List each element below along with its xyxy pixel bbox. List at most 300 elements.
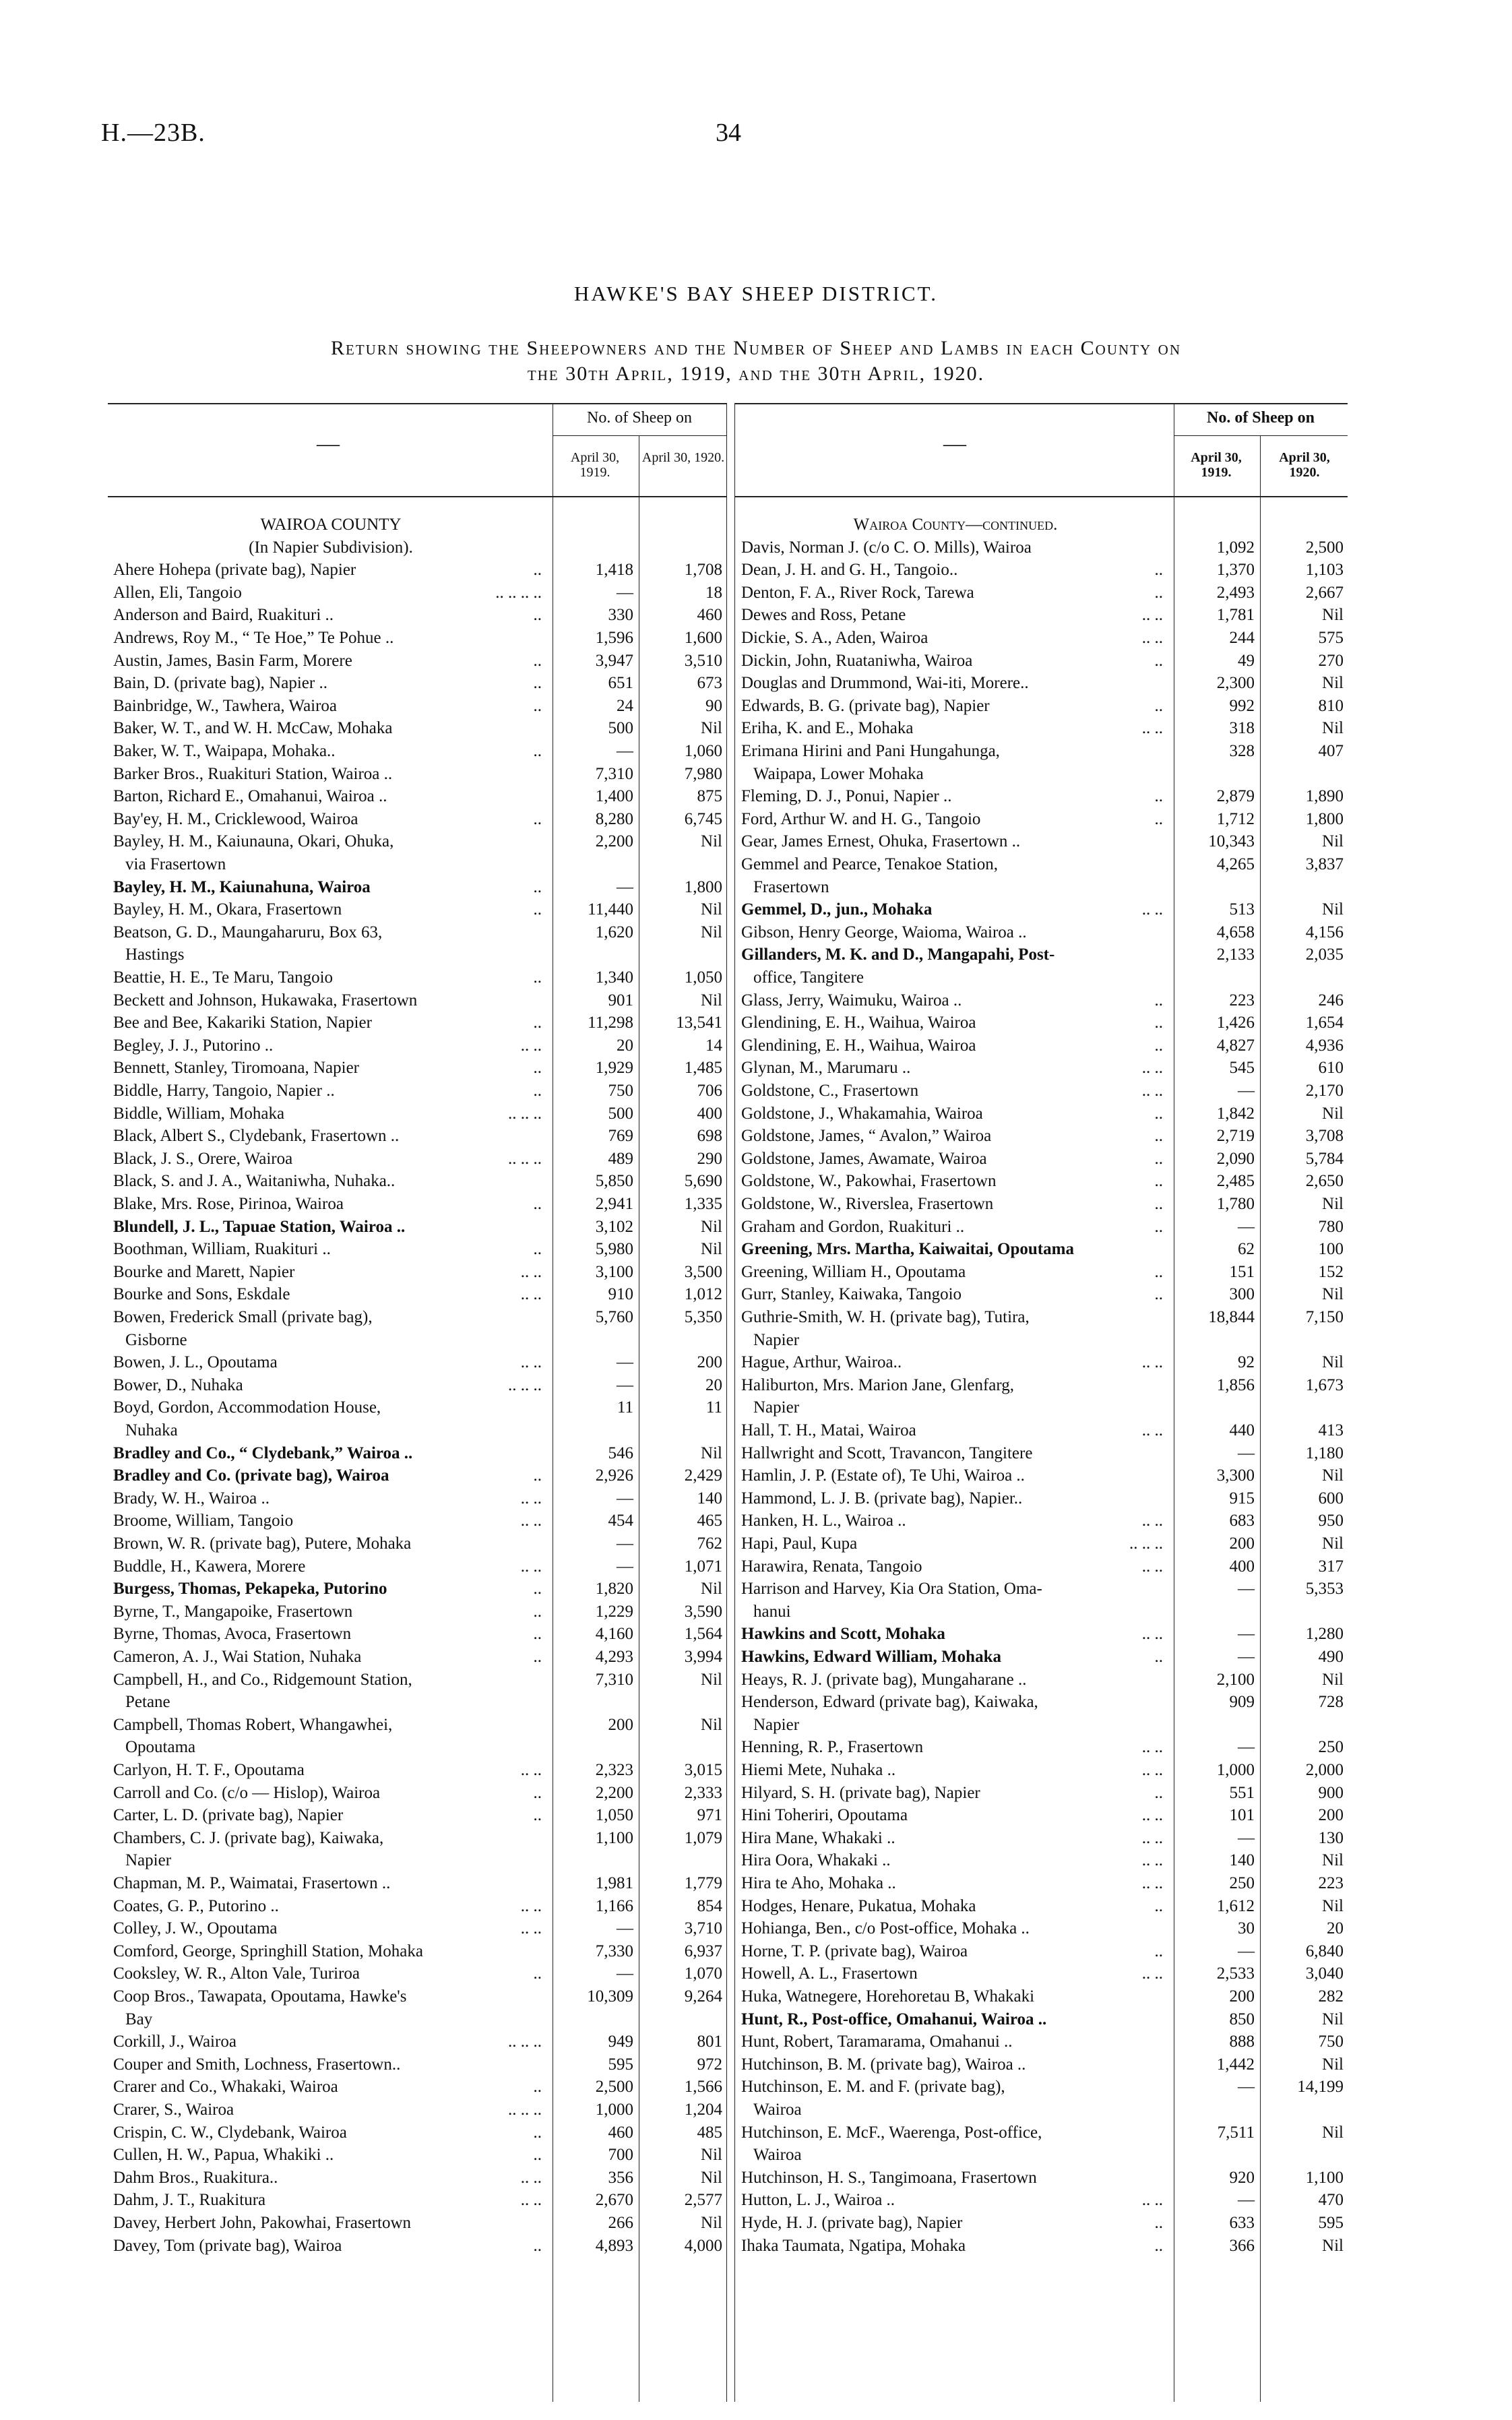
right-table-top-rule — [734, 403, 1348, 404]
sheep-count-1920: 3,015 — [684, 1761, 722, 1779]
right-group-header: No. of Sheep on — [1206, 409, 1315, 427]
owner-name: Hyde, H. J. (private bag), Napier — [741, 2214, 963, 2232]
sheep-count-1920: Nil — [1322, 1534, 1344, 1553]
sheep-count-1920: 13,541 — [676, 1014, 722, 1032]
owner-name: Hapi, Paul, Kupa — [741, 1534, 858, 1553]
sheep-count-1920: Nil — [701, 2168, 722, 2187]
sheep-count-1920: 706 — [697, 1082, 722, 1100]
owner-name: Dickin, John, Ruataniwha, Wairoa — [741, 651, 973, 670]
left-table-row — [113, 1851, 726, 1871]
sheep-count-1920: 801 — [697, 2033, 722, 2051]
leader-dots: .. — [1154, 1896, 1163, 1915]
left-table-row — [113, 2032, 726, 2052]
leader-dots: .. .. — [520, 1896, 542, 1915]
leader-dots: .. .. — [1141, 1874, 1163, 1892]
sheep-count-1919: 551 — [1229, 1783, 1255, 1802]
sheep-count-1919: 7,330 — [595, 1942, 633, 1960]
sheep-count-1919: 30 — [1238, 1919, 1255, 1938]
sheep-count-1920: 485 — [697, 2123, 722, 2142]
leader-dots: .. — [1154, 787, 1163, 806]
leader-dots: .. .. .. — [1129, 1534, 1163, 1553]
right-table-row — [741, 1171, 1348, 1191]
owner-name: Anderson and Baird, Ruakituri .. — [113, 606, 334, 625]
sheep-count-1919: 850 — [1229, 2010, 1255, 2028]
sheep-count-1920: 250 — [1318, 1738, 1344, 1757]
sheep-count-1919: 546 — [608, 1444, 633, 1462]
sheep-count-1919: 24 — [617, 696, 633, 715]
leader-dots: .. — [1154, 561, 1163, 580]
sheep-count-1919: 11,440 — [588, 900, 633, 919]
left-table-row — [113, 1307, 726, 1328]
left-table-row — [113, 1987, 726, 2007]
left-table-row — [113, 1036, 726, 1056]
owner-name: Wairoa County—continued. — [853, 516, 1058, 534]
sheep-count-1920: 20 — [1327, 1919, 1344, 1938]
left-table-row — [113, 809, 726, 830]
sheep-count-1920: 5,784 — [1305, 1149, 1344, 1168]
right-table-row — [741, 968, 1348, 988]
right-table-row — [741, 1149, 1348, 1169]
sheep-count-1919: 769 — [608, 1127, 633, 1146]
leader-dots: .. — [533, 742, 542, 760]
right-table-row — [741, 1307, 1348, 1328]
left-table-row — [113, 1126, 726, 1146]
sheep-count-1919: 2,670 — [595, 2191, 633, 2210]
sheep-count-1919: — — [1238, 1738, 1255, 1757]
owner-name: Cullen, H. W., Papua, Whakiki .. — [113, 2146, 334, 2165]
owner-name: Gemmel, D., jun., Mohaka — [741, 900, 933, 919]
sheep-count-1920: 1,180 — [1305, 1444, 1344, 1462]
sheep-count-1919: — — [617, 1557, 633, 1576]
right-table-row — [741, 2010, 1348, 2030]
leader-dots: .. — [533, 1195, 542, 1213]
left-table-row — [113, 1284, 726, 1305]
right-table-row — [741, 2077, 1348, 2097]
owner-name: Hague, Arthur, Wairoa.. — [741, 1353, 902, 1372]
sheep-count-1919: 2,200 — [595, 832, 633, 851]
leader-dots: .. .. — [1141, 1059, 1163, 1078]
owner-name: Davey, Herbert John, Pakowhai, Frasertown — [113, 2214, 412, 2232]
sheep-count-1920: Nil — [701, 1240, 722, 1259]
sheep-count-1920: Nil — [701, 2146, 722, 2165]
sheep-count-1919: 10,343 — [1208, 832, 1255, 851]
sheep-count-1920: 2,170 — [1305, 1082, 1344, 1100]
sheep-count-1919: 92 — [1238, 1353, 1255, 1372]
leader-dots: .. — [1154, 1172, 1163, 1191]
leader-dots: .. — [1154, 1262, 1163, 1281]
owner-name: Hamlin, J. P. (Estate of), Te Uhi, Wairoa .. — [741, 1466, 1025, 1485]
sheep-count-1919: — — [1238, 1444, 1255, 1462]
owner-name: Andrews, Roy M., “ Te Hoe,” Te Pohue .. — [113, 629, 394, 647]
owner-name: Dickie, S. A., Aden, Wairoa — [741, 629, 928, 647]
sheep-count-1920: 6,840 — [1305, 1942, 1344, 1960]
owner-name: Chapman, M. P., Waimatai, Frasertown .. — [113, 1874, 391, 1892]
right-table-row — [741, 900, 1348, 920]
owner-name: Hilyard, S. H. (private bag), Napier — [741, 1783, 980, 1802]
sheep-count-1920: 7,150 — [1305, 1308, 1344, 1326]
sheep-count-1920: 875 — [697, 787, 722, 806]
left-table-row — [113, 1013, 726, 1033]
sheep-count-1920: 762 — [697, 1534, 722, 1553]
sheep-count-1920: 3,708 — [1305, 1127, 1344, 1146]
leader-dots: .. — [1154, 583, 1163, 602]
sheep-count-1919: 1,781 — [1216, 606, 1255, 625]
right-table-row — [741, 515, 1348, 535]
sheep-count-1920: 1,485 — [684, 1059, 722, 1078]
sheep-count-1920: 407 — [1318, 742, 1344, 760]
owner-name: Gurr, Stanley, Kaiwaka, Tangoio — [741, 1285, 962, 1304]
leader-dots: .. .. — [520, 2168, 542, 2187]
sheep-count-1920: 7,980 — [684, 764, 722, 783]
left-group-header: No. of Sheep on — [587, 409, 692, 427]
sheep-count-1920: 200 — [1318, 1806, 1344, 1825]
sheep-count-1919: 500 — [608, 1104, 633, 1123]
sheep-count-1919: — — [1238, 1648, 1255, 1666]
owner-name: Byrne, Thomas, Avoca, Frasertown — [113, 1625, 352, 1644]
owner-name: Hall, T. H., Matai, Wairoa — [741, 1421, 916, 1439]
sheep-count-1920: Nil — [701, 1715, 722, 1734]
leader-dots: .. — [533, 1783, 542, 1802]
owner-name: Crarer and Co., Whakaki, Wairoa — [113, 2078, 338, 2097]
leader-dots: .. — [533, 1625, 542, 1644]
right-table-row — [741, 2168, 1348, 2188]
owner-name: Dahm Bros., Ruakitura.. — [113, 2168, 278, 2187]
sheep-count-1920: Nil — [1322, 1466, 1344, 1485]
sheep-count-1919: 7,511 — [1217, 2123, 1255, 2142]
owner-name: Glynan, M., Marumaru .. — [741, 1059, 911, 1078]
owner-name: Goldstone, W., Pakowhai, Frasertown — [741, 1172, 997, 1191]
sheep-count-1919: 266 — [608, 2214, 633, 2232]
sheep-count-1919: 62 — [1238, 1240, 1255, 1259]
owner-name: Ahere Hohepa (private bag), Napier — [113, 561, 356, 580]
right-table-row — [741, 2032, 1348, 2052]
left-table-row — [113, 628, 726, 648]
owner-name: Beatson, G. D., Maungaharuru, Box 63, — [113, 923, 383, 941]
leader-dots: .. — [533, 674, 542, 693]
owner-name: Barker Bros., Ruakituri Station, Wairoa .. — [113, 764, 393, 783]
left-year1-header: April 30, 1919. — [570, 450, 620, 480]
sheep-count-1919: 101 — [1229, 1806, 1255, 1825]
sheep-count-1920: Nil — [1322, 2055, 1344, 2074]
owner-name: Hira Oora, Whakaki .. — [741, 1851, 891, 1870]
sheep-count-1920: 750 — [1318, 2033, 1344, 2051]
sheep-count-1920: 317 — [1318, 1557, 1344, 1576]
right-table-row — [741, 1421, 1348, 1441]
sheep-count-1919: 4,658 — [1216, 923, 1255, 941]
leader-dots: .. .. — [1141, 1353, 1163, 1372]
sheep-count-1919: 2,941 — [595, 1195, 633, 1213]
right-table-row — [741, 2123, 1348, 2143]
left-table-row — [113, 1692, 726, 1712]
right-table-row — [741, 1534, 1348, 1554]
leader-dots: .. .. — [1141, 1738, 1163, 1757]
leader-dots: .. — [533, 877, 542, 896]
owner-name: Davis, Norman J. (c/o C. O. Mills), Wairoa — [741, 538, 1032, 557]
owner-name: Coop Bros., Tawapata, Opoutama, Hawke's — [113, 1987, 407, 2006]
right-table-row — [741, 1058, 1348, 1078]
leader-dots: .. — [1154, 1036, 1163, 1055]
left-table-row — [113, 1511, 726, 1531]
sheep-count-1919: 1,612 — [1216, 1896, 1255, 1915]
left-table-row — [113, 515, 726, 535]
owner-name: Baker, W. T., and W. H. McCaw, Mohaka — [113, 719, 393, 738]
leader-dots: .. .. — [520, 1489, 542, 1508]
sheep-count-1920: 1,050 — [684, 968, 722, 987]
owner-name: Campbell, Thomas Robert, Whangawhei, — [113, 1715, 393, 1734]
owner-name: Bowen, Frederick Small (private bag), — [113, 1308, 373, 1326]
sheep-count-1919: 1,780 — [1216, 1195, 1255, 1213]
left-table-row — [113, 1194, 726, 1214]
leader-dots: .. .. — [520, 2191, 542, 2210]
sheep-count-1920: 1,654 — [1305, 1014, 1344, 1032]
leader-dots: .. — [1154, 2236, 1163, 2255]
owner-name: Hutchinson, E. M. and F. (private bag), — [741, 2078, 1005, 2097]
owner-name: Campbell, H., and Co., Ridgemount Station, — [113, 1670, 412, 1689]
sheep-count-1919: — — [617, 1353, 633, 1372]
sheep-count-1919: — — [1238, 2078, 1255, 2097]
sheep-count-1920: 1,070 — [684, 1964, 722, 1983]
sheep-count-1919: — — [617, 1489, 633, 1508]
left-table-row — [113, 900, 726, 920]
left-table-row — [113, 651, 726, 671]
leader-dots: .. — [1154, 1149, 1163, 1168]
left-name-header: — — [317, 431, 340, 456]
right-table-row — [741, 1557, 1348, 1577]
right-table-row — [741, 1783, 1348, 1803]
sheep-count-1919: 18,844 — [1208, 1308, 1255, 1326]
owner-name: Carlyon, H. T. F., Opoutama — [113, 1761, 305, 1779]
right-table-row — [741, 560, 1348, 580]
right-table-row — [741, 786, 1348, 807]
owner-name: Goldstone, James, Awamate, Wairoa — [741, 1149, 987, 1168]
left-table-row — [113, 2190, 726, 2210]
left-table-row — [113, 1602, 726, 1622]
right-table-row — [741, 1284, 1348, 1305]
right-table-row — [741, 809, 1348, 830]
sheep-count-1920: 854 — [697, 1896, 722, 1915]
left-table-row — [113, 1964, 726, 1984]
left-table-row — [113, 1466, 726, 1486]
sheep-count-1919: 300 — [1229, 1285, 1255, 1304]
owner-name: Bay — [125, 2010, 153, 2028]
sheep-count-1920: 1,204 — [684, 2101, 722, 2119]
sheep-count-1920: Nil — [701, 923, 722, 941]
leader-dots: .. — [533, 1806, 542, 1825]
sheep-count-1920: Nil — [1322, 1670, 1344, 1689]
sheep-count-1919: 1,842 — [1216, 1104, 1255, 1123]
sheep-count-1920: 100 — [1318, 1240, 1344, 1259]
page-title: HAWKE'S BAY SHEEP DISTRICT. — [574, 282, 938, 305]
left-table-row — [113, 1805, 726, 1826]
owner-name: Wairoa — [753, 2101, 802, 2119]
sheep-count-1919: 4,160 — [595, 1625, 633, 1644]
owner-name: Bain, D. (private bag), Napier .. — [113, 674, 327, 693]
owner-name: Opoutama — [125, 1738, 196, 1757]
sheep-count-1919: 1,166 — [595, 1896, 633, 1915]
owner-name: Denton, F. A., River Rock, Tarewa — [741, 583, 974, 602]
owner-name: Bay'ey, H. M., Cricklewood, Wairoa — [113, 809, 358, 828]
leader-dots: .. — [1154, 1285, 1163, 1304]
sheep-count-1919: 750 — [608, 1082, 633, 1100]
leader-dots: .. .. .. — [508, 2101, 542, 2119]
owner-name: Hutchinson, E. McF., Waerenga, Post-office, — [741, 2123, 1042, 2142]
sheep-count-1920: 3,500 — [684, 1262, 722, 1281]
sheep-count-1919: 1,981 — [595, 1874, 633, 1892]
sheep-count-1919: 11,298 — [588, 1014, 633, 1032]
sheep-count-1919: — — [617, 1534, 633, 1553]
right-group-rule — [1174, 435, 1348, 436]
leader-dots: .. .. — [1141, 2191, 1163, 2210]
right-table-row — [741, 605, 1348, 625]
leader-dots: .. — [1154, 1217, 1163, 1236]
left-table-row — [113, 1217, 726, 1237]
owner-name: Baker, W. T., Waipapa, Mohaka.. — [113, 742, 336, 760]
owner-name: Bayley, H. M., Okara, Frasertown — [113, 900, 342, 919]
sheep-count-1920: 2,035 — [1305, 945, 1344, 964]
sheep-count-1919: — — [617, 877, 633, 896]
page-number: 34 — [716, 119, 741, 147]
sheep-count-1920: 3,837 — [1305, 855, 1344, 873]
leader-dots: .. .. — [1141, 606, 1163, 625]
sheep-count-1919: 545 — [1229, 1059, 1255, 1078]
sheep-count-1919: 140 — [1229, 1851, 1255, 1870]
sheep-count-1920: 9,264 — [684, 1987, 722, 2006]
sheep-count-1919: 1,620 — [595, 923, 633, 941]
left-table-row — [113, 1942, 726, 1962]
sheep-count-1920: 1,708 — [684, 561, 722, 580]
sheep-count-1919: — — [617, 742, 633, 760]
left-table-row — [113, 1375, 726, 1396]
sheep-count-1919: 440 — [1229, 1421, 1255, 1439]
sheep-count-1919: 244 — [1229, 629, 1255, 647]
sheep-count-1920: 3,510 — [684, 651, 722, 670]
owner-name: Bennett, Stanley, Tiromoana, Napier — [113, 1059, 359, 1078]
left-table-row — [113, 1670, 726, 1690]
sheep-count-1920: Nil — [1322, 2010, 1344, 2028]
owner-name: Beattie, H. E., Te Maru, Tangoio — [113, 968, 334, 987]
left-table-row — [113, 583, 726, 603]
leader-dots: .. .. — [1141, 1557, 1163, 1576]
leader-dots: .. — [1154, 1014, 1163, 1032]
sheep-count-1920: 11 — [705, 1398, 722, 1417]
sheep-count-1920: 1,564 — [684, 1625, 722, 1644]
right-table-row — [741, 1511, 1348, 1531]
owner-name: Bee and Bee, Kakariki Station, Napier — [113, 1014, 372, 1032]
leader-dots: .. — [533, 1059, 542, 1078]
sheep-count-1919: 1,596 — [595, 629, 633, 647]
leader-dots: .. .. — [1141, 1512, 1163, 1530]
owner-name: Edwards, B. G. (private bag), Napier — [741, 696, 990, 715]
sheep-count-1920: 140 — [697, 1489, 722, 1508]
leader-dots: .. — [533, 1466, 542, 1485]
sheep-count-1920: 200 — [697, 1353, 722, 1372]
owner-name: Bradley and Co., “ Clydebank,” Wairoa .. — [113, 1444, 413, 1462]
sheep-count-1919: 915 — [1229, 1489, 1255, 1508]
sheep-count-1919: — — [1238, 1580, 1255, 1599]
sheep-count-1919: 3,947 — [595, 651, 633, 670]
sheep-count-1920: Nil — [1322, 832, 1344, 851]
left-table-row — [113, 2010, 726, 2030]
sheep-count-1919: 1,340 — [595, 968, 633, 987]
leader-dots: .. — [1154, 2214, 1163, 2232]
sheep-count-1919: 910 — [608, 1285, 633, 1304]
owner-name: Black, Albert S., Clydebank, Frasertown .. — [113, 1127, 400, 1146]
right-table-row — [741, 1262, 1348, 1282]
right-table-row — [741, 1942, 1348, 1962]
owner-name: Ford, Arthur W. and H. G., Tangoio — [741, 809, 981, 828]
owner-name: Hawkins and Scott, Mohaka — [741, 1625, 945, 1644]
owner-name: Erimana Hirini and Pani Hungahunga, — [741, 742, 1000, 760]
owner-name: Bayley, H. M., Kaiunauna, Okari, Ohuka, — [113, 832, 394, 851]
sheep-count-1919: 500 — [608, 719, 633, 738]
right-table-row — [741, 1444, 1348, 1464]
sheep-count-1919: 2,133 — [1216, 945, 1255, 964]
owner-name: Napier — [753, 1398, 800, 1417]
sheep-count-1919: 11 — [617, 1398, 633, 1417]
sheep-count-1919: — — [1238, 2191, 1255, 2210]
right-table-row — [741, 1217, 1348, 1237]
right-table-header-rule — [734, 496, 1348, 497]
sheep-count-1919: 1,370 — [1216, 561, 1255, 580]
owner-name: Dean, J. H. and G. H., Tangoio.. — [741, 561, 958, 580]
sheep-count-1919: 20 — [617, 1036, 633, 1055]
sheep-count-1919: 2,200 — [595, 1783, 633, 1802]
right-table-row — [741, 1873, 1348, 1894]
sheep-count-1920: Nil — [701, 1217, 722, 1236]
left-table-row — [113, 1489, 726, 1509]
sheep-count-1919: 1,426 — [1216, 1014, 1255, 1032]
sheep-count-1919: 49 — [1238, 651, 1255, 670]
leader-dots: .. .. — [1141, 1082, 1163, 1100]
left-table-row — [113, 968, 726, 988]
sheep-count-1919: — — [1238, 1828, 1255, 1847]
left-table-row — [113, 605, 726, 625]
owner-name: Greening, Mrs. Martha, Kaiwaitai, Opoutama — [741, 1240, 1074, 1259]
left-table-row — [113, 2123, 726, 2143]
right-table-row — [741, 1194, 1348, 1214]
sheep-count-1920: 460 — [697, 606, 722, 625]
sheep-count-1919: 3,300 — [1216, 1466, 1255, 1485]
owner-name: Bourke and Sons, Eskdale — [113, 1285, 290, 1304]
owner-name: Broome, William, Tangoio — [113, 1512, 294, 1530]
sheep-count-1920: 1,600 — [684, 629, 722, 647]
right-table-row — [741, 764, 1348, 784]
sheep-count-1919: 1,092 — [1216, 538, 1255, 557]
owner-name: Napier — [125, 1851, 172, 1870]
left-table-row — [113, 1919, 726, 1939]
sheep-count-1920: 282 — [1318, 1987, 1344, 2006]
right-table-row — [741, 1851, 1348, 1871]
owner-name: Dahm, J. T., Ruakitura — [113, 2191, 266, 2210]
right-table-row — [741, 1126, 1348, 1146]
owner-name: Gillanders, M. K. and D., Mangapahi, Post- — [741, 945, 1055, 964]
sheep-count-1920: Nil — [1322, 719, 1344, 738]
leader-dots: .. — [533, 968, 542, 987]
owner-name: Goldstone, C., Frasertown — [741, 1082, 919, 1100]
sheep-count-1920: 1,800 — [684, 877, 722, 896]
left-table-row — [113, 741, 726, 762]
leader-dots: .. .. — [520, 1353, 542, 1372]
leader-dots: .. — [533, 1580, 542, 1599]
leader-dots: .. .. .. — [508, 1104, 542, 1123]
left-table-row — [113, 1828, 726, 1849]
left-table-row — [113, 1262, 726, 1282]
sheep-count-1919: 2,879 — [1216, 787, 1255, 806]
leader-dots: .. — [533, 2236, 542, 2255]
sheep-count-1920: Nil — [1322, 2123, 1344, 2142]
owner-name: Horne, T. P. (private bag), Wairoa — [741, 1942, 968, 1960]
right-table-row — [741, 1647, 1348, 1667]
